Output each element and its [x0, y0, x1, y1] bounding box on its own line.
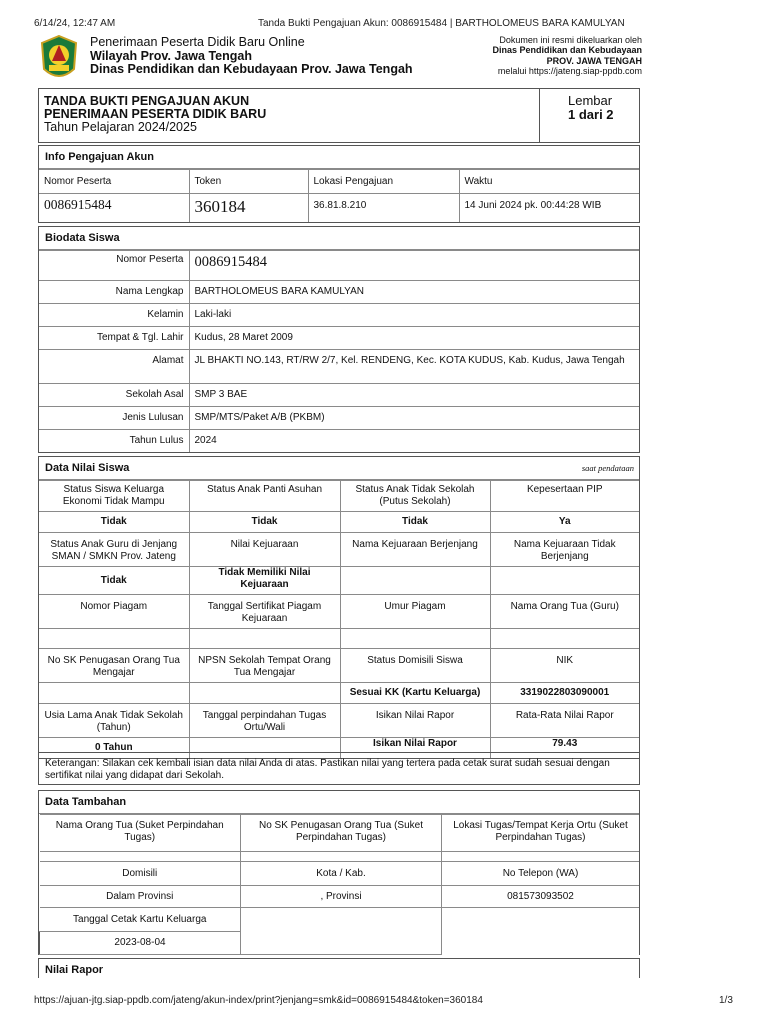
waktu-value: 14 Juni 2024 pk. 00:44:28 WIB — [459, 194, 639, 222]
nilai-header: Tanggal perpindahan Tugas Ortu/Wali — [189, 704, 340, 738]
nomor-peserta-value: 0086915484 — [44, 197, 112, 212]
nilai-value — [340, 629, 490, 649]
lokasi-value: 36.81.8.210 — [308, 194, 459, 222]
letterhead-line3: Dinas Pendidikan dan Kebudayaan Prov. Jawa Tengah — [90, 62, 413, 76]
nilai-header: No SK Penugasan Orang Tua Mengajar — [39, 649, 189, 683]
nilai-header: Kepesertaan PIP — [490, 481, 639, 512]
header-waktu: Waktu — [459, 170, 639, 194]
nilai-header: Nama Kejuaraan Berjenjang — [340, 533, 490, 567]
school-year: Tahun Pelajaran 2024/2025 — [44, 120, 197, 135]
tambahan-header: No SK Penugasan Orang Tua (Suket Perpindahan Tugas) — [241, 815, 442, 852]
doc-title: TANDA BUKTI PENGAJUAN AKUN — [44, 94, 250, 108]
sheet-number: 1 dari 2 — [568, 107, 614, 123]
tgl-kk-value: 2023-08-04 — [40, 932, 241, 955]
title-block — [38, 88, 640, 143]
nilai-heading-text: Data Nilai Siswa — [45, 462, 130, 474]
nilai-value: Tidak — [340, 512, 490, 533]
tambahan-section — [38, 790, 640, 955]
nilai-value: Tidak — [39, 567, 189, 595]
nilai-value — [490, 629, 639, 649]
print-date: 6/14/24, 12:47 AM — [34, 18, 116, 29]
nilai-header: Status Domisili Siswa — [340, 649, 490, 683]
page-indicator: 1/3 — [719, 995, 733, 1006]
nilai-value: Tidak Memiliki Nilai Kejuaraan — [189, 567, 340, 595]
sheet-label: Lembar — [568, 93, 613, 108]
row-label: Nama Lengkap — [39, 281, 189, 304]
table-row — [39, 304, 639, 327]
header-nomor: Nomor Peserta — [39, 170, 189, 194]
info-table — [39, 169, 639, 222]
footer-url: https://ajuan-jtg.siap-ppdb.com/jateng/akun-index/print?jenjang=smk&id=0086915484&token=360184 — [34, 995, 483, 1006]
info-section — [38, 145, 640, 223]
nilai-header: NIK — [490, 649, 639, 683]
row-value: Kudus, 28 Maret 2009 — [189, 327, 639, 350]
header-token: Token — [189, 170, 308, 194]
keterangan-box — [38, 752, 640, 785]
nilai-value — [39, 629, 189, 649]
issuer-office: Dinas Pendidikan dan Kebudayaan — [492, 45, 642, 56]
nilai-table — [39, 480, 639, 758]
nilai-header: Status Anak Tidak Sekolah (Putus Sekolah) — [340, 481, 490, 512]
nilai-value: Ya — [490, 512, 639, 533]
row-label: Sekolah Asal — [39, 384, 189, 407]
header-lokasi: Lokasi Pengajuan — [308, 170, 459, 194]
nilai-header: Nama Kejuaraan Tidak Berjenjang — [490, 533, 639, 567]
nilai-section — [38, 456, 640, 759]
tambahan-table — [39, 814, 639, 955]
letterhead-line2: Wilayah Prov. Jawa Tengah — [90, 49, 252, 63]
table-row — [39, 281, 639, 304]
row-value: BARTHOLOMEUS BARA KAMULYAN — [189, 281, 639, 304]
nilai-value: 0 Tahun — [39, 738, 189, 758]
nilai-value — [189, 629, 340, 649]
row-value: 2024 — [189, 430, 639, 452]
row-label: Nomor Peserta — [39, 251, 189, 281]
info-heading: Info Pengajuan Akun — [39, 146, 639, 169]
nilai-header: Usia Lama Anak Tidak Sekolah (Tahun) — [39, 704, 189, 738]
kota-value: , Provinsi — [241, 886, 442, 908]
nilai-header: Status Anak Panti Asuhan — [189, 481, 340, 512]
nilai-header: Tanggal Sertifikat Piagam Kejuaraan — [189, 595, 340, 629]
nilai-header: Status Siswa Keluarga Ekonomi Tidak Mampu — [39, 481, 189, 512]
nilai-header: NPSN Sekolah Tempat Orang Tua Mengajar — [189, 649, 340, 683]
nilai-value — [39, 683, 189, 704]
token-value: 360184 — [194, 197, 246, 216]
nilai-value — [490, 567, 639, 595]
nilai-value: Tidak — [39, 512, 189, 533]
biodata-table — [39, 250, 639, 452]
table-row — [39, 350, 639, 384]
nilai-header: Nama Orang Tua (Guru) — [490, 595, 639, 629]
nilai-value: Tidak — [189, 512, 340, 533]
tambahan-header: Nama Orang Tua (Suket Perpindahan Tugas) — [40, 815, 241, 852]
nilai-value: 3319022803090001 — [490, 683, 639, 704]
nilai-header: Nomor Piagam — [39, 595, 189, 629]
doc-subtitle: PENERIMAAN PESERTA DIDIK BARU — [44, 107, 267, 122]
letterhead-line1: Penerimaan Peserta Didik Baru Online — [90, 35, 305, 49]
rapor-section — [38, 958, 640, 978]
issuer-province: PROV. JAWA TENGAH — [546, 55, 642, 66]
nilai-heading — [39, 457, 639, 480]
row-label: Jenis Lulusan — [39, 407, 189, 430]
row-value: SMP 3 BAE — [189, 384, 639, 407]
table-row — [39, 251, 639, 281]
biodata-section — [38, 226, 640, 453]
nilai-header: Isikan Nilai Rapor — [340, 704, 490, 738]
nilai-header: Status Anak Guru di Jenjang SMAN / SMKN Prov. Jateng — [39, 533, 189, 567]
row-value: Laki-laki — [189, 304, 639, 327]
nilai-value — [189, 683, 340, 704]
tambahan-header: Lokasi Tugas/Tempat Kerja Ortu (Suket Perpindahan Tugas) — [442, 815, 640, 852]
letterhead — [38, 33, 642, 88]
nilai-value: Sesuai KK (Kartu Keluarga) — [340, 683, 490, 704]
nilai-value: 79.43 — [490, 738, 639, 758]
nilai-header: Nilai Kejuaraan — [189, 533, 340, 567]
telepon-header: No Telepon (WA) — [442, 862, 640, 886]
issuer-note: Dokumen ini resmi dikeluarkan oleh — [499, 35, 642, 45]
row-value: 0086915484 — [194, 254, 267, 270]
nilai-value — [340, 567, 490, 595]
jateng-emblem-logo — [40, 35, 78, 83]
tambahan-heading: Data Tambahan — [39, 791, 639, 814]
biodata-heading: Biodata Siswa — [39, 227, 639, 250]
telepon-value: 081573093502 — [442, 886, 640, 908]
domisili-header: Domisili — [40, 862, 241, 886]
row-value: JL BHAKTI NO.143, RT/RW 2/7, Kel. RENDENG, Kec. KOTA KUDUS, Kab. Kudus, Jawa Tengah — [189, 350, 639, 384]
keterangan-text: Keterangan: Silakan cek kembali isian data nilai Anda di atas. Pastikan nilai yang tertera pada cetak surat sudah sesuai dengan sertifikat nilai yang didapat dari Sekolah. — [45, 758, 610, 781]
nilai-note: saat pendataan — [581, 463, 634, 473]
print-title: Tanda Bukti Pengajuan Akun: 0086915484 | BARTHOLOMEUS BARA KAMULYAN — [258, 18, 625, 29]
row-label: Alamat — [39, 350, 189, 384]
row-label: Tempat & Tgl. Lahir — [39, 327, 189, 350]
nilai-header: Umur Piagam — [340, 595, 490, 629]
nilai-header: Rata-Rata Nilai Rapor — [490, 704, 639, 738]
nilai-value: Isikan Nilai Rapor — [340, 738, 490, 758]
table-row — [39, 407, 639, 430]
kota-header: Kota / Kab. — [241, 862, 442, 886]
row-label: Kelamin — [39, 304, 189, 327]
tgl-kk-header: Tanggal Cetak Kartu Keluarga — [40, 908, 241, 932]
domisili-value: Dalam Provinsi — [40, 886, 241, 908]
issuer-url: melalui https://jateng.siap-ppdb.com — [497, 66, 642, 77]
rapor-heading: Nilai Rapor — [45, 964, 104, 976]
table-row — [39, 327, 639, 350]
table-row — [39, 430, 639, 452]
row-label: Tahun Lulus — [39, 430, 189, 452]
row-value: SMP/MTS/Paket A/B (PKBM) — [189, 407, 639, 430]
table-row — [39, 384, 639, 407]
